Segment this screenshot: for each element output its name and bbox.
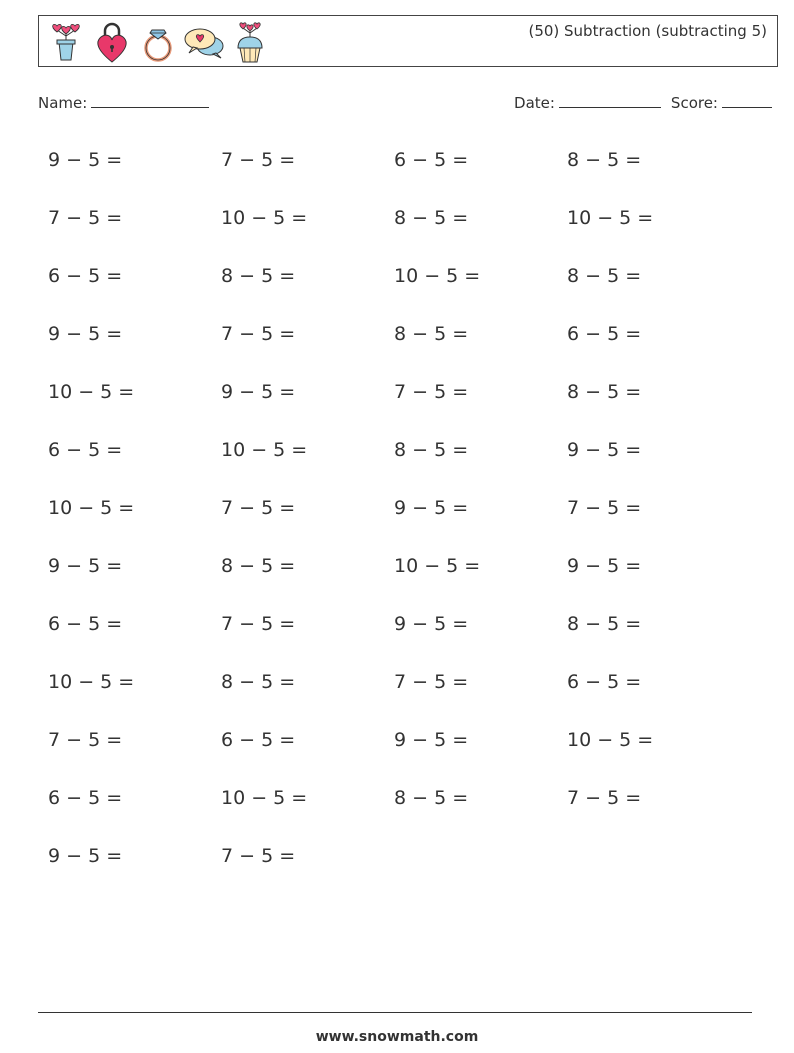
date-blank — [559, 93, 661, 108]
problem-item: 7 − 5 = — [567, 787, 642, 809]
problem-item: 8 − 5 = — [394, 787, 469, 809]
problem-row — [48, 668, 748, 726]
problem-item: 6 − 5 = — [394, 149, 469, 171]
problem-row — [48, 494, 748, 552]
problem-item: 8 − 5 = — [394, 439, 469, 461]
problem-item: 7 − 5 = — [567, 497, 642, 519]
problem-item: 7 − 5 = — [221, 845, 296, 867]
problem-item: 7 − 5 = — [394, 381, 469, 403]
problem-row — [48, 726, 748, 784]
problem-item: 10 − 5 = — [567, 729, 654, 751]
worksheet-header — [38, 15, 778, 67]
diamond-ring-icon — [137, 20, 179, 64]
problem-item: 9 − 5 = — [394, 613, 469, 635]
problem-item: 10 − 5 = — [48, 671, 135, 693]
score-label: Score: — [670, 94, 718, 112]
problem-item: 10 − 5 = — [221, 787, 308, 809]
problem-item: 9 − 5 = — [48, 555, 123, 577]
problem-item: 10 − 5 = — [394, 265, 481, 287]
problem-row — [48, 262, 748, 320]
problem-item: 9 − 5 = — [394, 729, 469, 751]
problem-item: 10 − 5 = — [48, 497, 135, 519]
problem-item: 10 − 5 = — [221, 439, 308, 461]
name-blank — [91, 93, 209, 108]
worksheet-title: (50) Subtraction (subtracting 5) — [528, 22, 767, 40]
flower-pot-hearts-icon — [45, 20, 87, 64]
problem-item: 6 − 5 = — [221, 729, 296, 751]
problem-item: 8 − 5 = — [567, 613, 642, 635]
problem-grid — [48, 146, 748, 900]
problem-item: 7 − 5 = — [394, 671, 469, 693]
problem-row — [48, 204, 748, 262]
problem-item: 6 − 5 = — [48, 265, 123, 287]
heart-padlock-icon — [91, 20, 133, 64]
problem-item: 8 − 5 = — [221, 671, 296, 693]
date-score-fields — [514, 93, 772, 112]
problem-item: 8 − 5 = — [567, 381, 642, 403]
problem-item: 7 − 5 = — [48, 207, 123, 229]
problem-row — [48, 842, 748, 900]
problem-row — [48, 320, 748, 378]
problem-item: 6 − 5 = — [567, 671, 642, 693]
problem-item: 6 − 5 = — [48, 787, 123, 809]
problem-item: 10 − 5 = — [394, 555, 481, 577]
problem-item: 7 − 5 = — [48, 729, 123, 751]
date-label: Date: — [514, 94, 555, 112]
problem-item: 7 − 5 = — [221, 323, 296, 345]
problem-row — [48, 552, 748, 610]
problem-item: 6 − 5 = — [48, 613, 123, 635]
problem-item: 8 − 5 = — [567, 265, 642, 287]
problem-item: 8 − 5 = — [221, 555, 296, 577]
problem-item: 9 − 5 = — [394, 497, 469, 519]
name-field — [38, 93, 209, 112]
problem-item: 9 − 5 = — [48, 149, 123, 171]
problem-item: 7 − 5 = — [221, 497, 296, 519]
love-chat-bubbles-icon — [183, 20, 225, 64]
problem-row — [48, 378, 748, 436]
problem-item: 8 − 5 = — [567, 149, 642, 171]
problem-row — [48, 784, 748, 842]
problem-item: 6 − 5 = — [48, 439, 123, 461]
problem-item: 10 − 5 = — [48, 381, 135, 403]
cupcake-hearts-icon — [229, 20, 271, 64]
footer-divider — [38, 1012, 752, 1013]
problem-item: 10 − 5 = — [567, 207, 654, 229]
student-info-row — [38, 93, 772, 115]
footer-url: www.snowmath.com — [315, 1029, 479, 1045]
problem-item: 8 − 5 = — [394, 207, 469, 229]
problem-item: 10 − 5 = — [221, 207, 308, 229]
problem-item: 6 − 5 = — [567, 323, 642, 345]
problem-item: 8 − 5 = — [394, 323, 469, 345]
problem-item: 8 − 5 = — [221, 265, 296, 287]
problem-item: 7 − 5 = — [221, 613, 296, 635]
problem-item: 9 − 5 = — [48, 323, 123, 345]
problem-item: 9 − 5 = — [221, 381, 296, 403]
problem-item: 9 − 5 = — [567, 439, 642, 461]
header-icons — [45, 20, 271, 64]
name-label: Name: — [38, 94, 88, 112]
problem-row — [48, 436, 748, 494]
problem-item: 7 − 5 = — [221, 149, 296, 171]
problem-row — [48, 146, 748, 204]
problem-item: 9 − 5 = — [48, 845, 123, 867]
problem-row — [48, 610, 748, 668]
score-blank — [722, 93, 772, 108]
problem-item: 9 − 5 = — [567, 555, 642, 577]
